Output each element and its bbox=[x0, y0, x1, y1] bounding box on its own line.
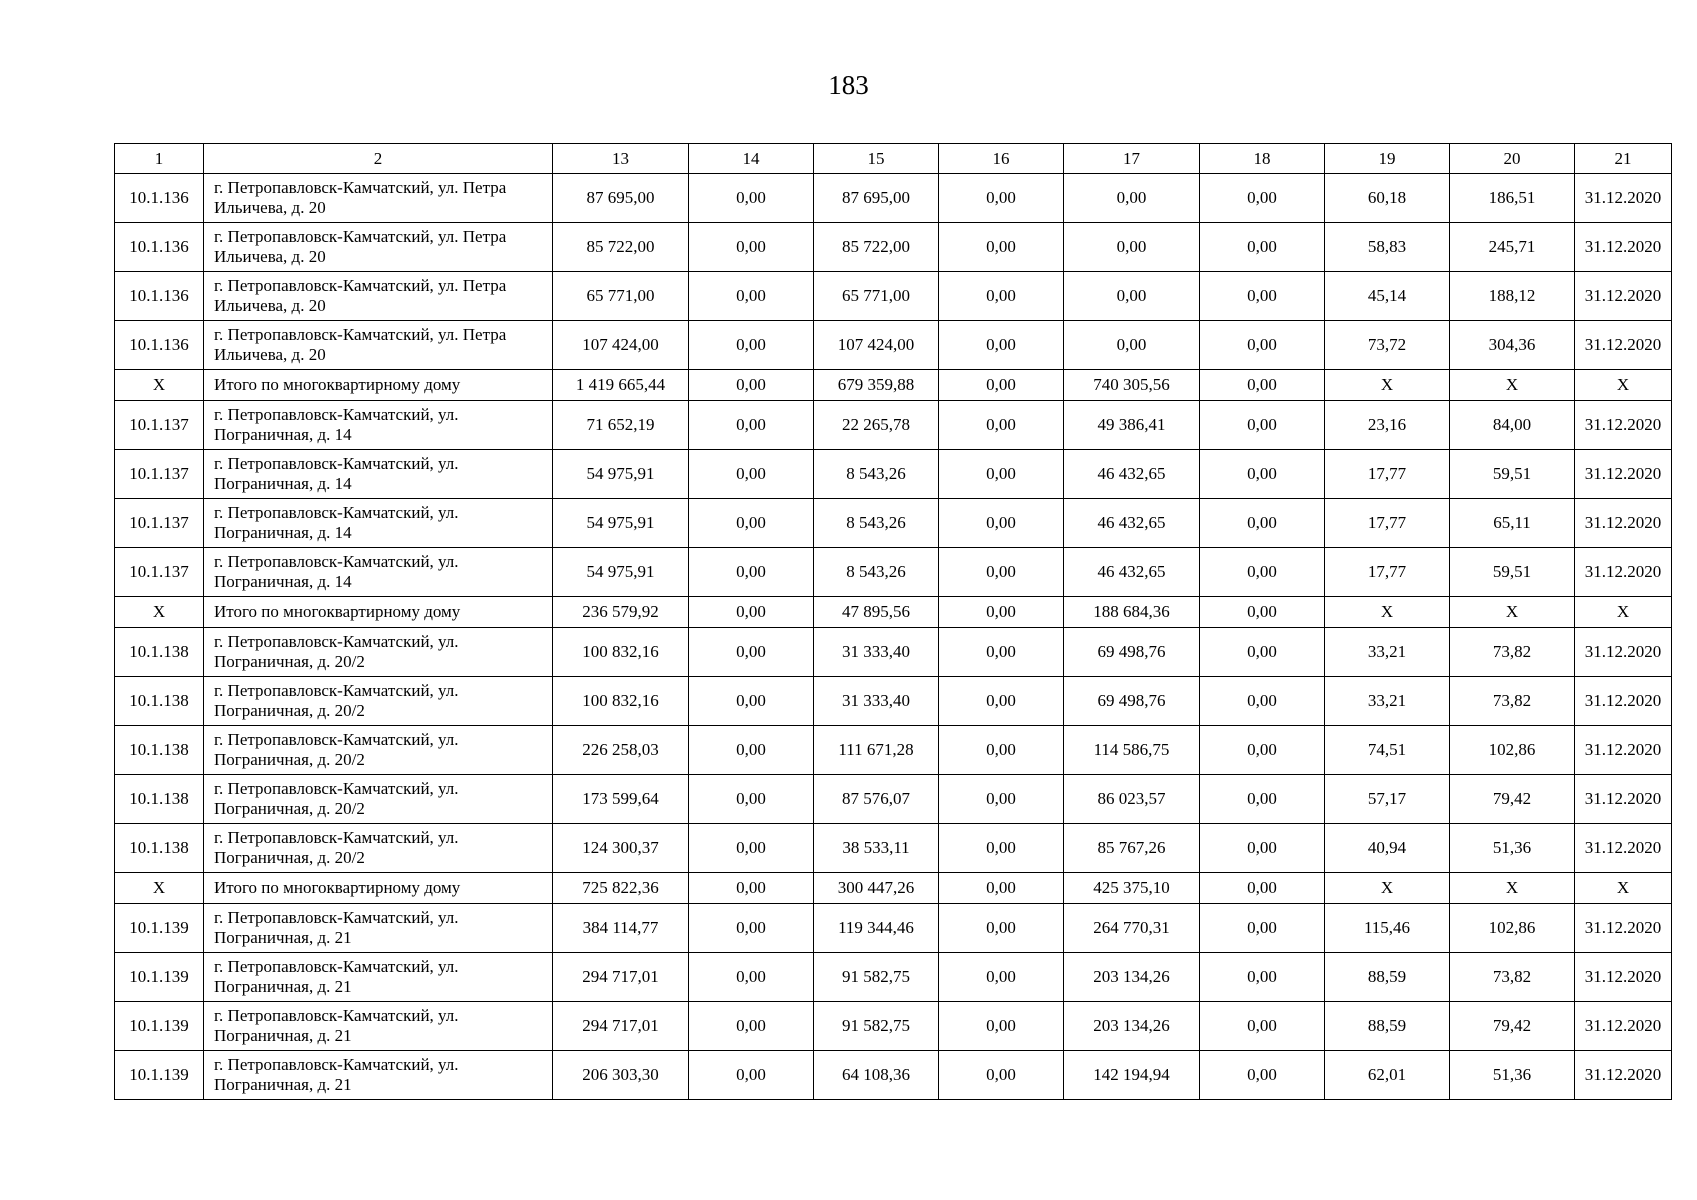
cell-col-15: 107 424,00 bbox=[814, 321, 939, 370]
cell-col-14: 0,00 bbox=[689, 272, 814, 321]
data-table bbox=[114, 143, 1672, 1100]
column-header: 21 bbox=[1575, 144, 1672, 174]
cell-address: г. Петропавловск-Камчатский, ул. Петра Ильичева, д. 20 bbox=[204, 174, 553, 223]
cell-col-14: 0,00 bbox=[689, 597, 814, 628]
cell-col-16: 0,00 bbox=[939, 873, 1064, 904]
cell-col-20: 73,82 bbox=[1450, 953, 1575, 1002]
cell-col-20: 51,36 bbox=[1450, 824, 1575, 873]
cell-col-16: 0,00 bbox=[939, 775, 1064, 824]
cell-col-13: 54 975,91 bbox=[553, 450, 689, 499]
cell-col-15: 679 359,88 bbox=[814, 370, 939, 401]
cell-col-16: 0,00 bbox=[939, 401, 1064, 450]
cell-col-15: 91 582,75 bbox=[814, 1002, 939, 1051]
cell-col-14: 0,00 bbox=[689, 824, 814, 873]
cell-col-14: 0,00 bbox=[689, 223, 814, 272]
cell-col-18: 0,00 bbox=[1200, 401, 1325, 450]
cell-col-19: Х bbox=[1325, 370, 1450, 401]
cell-col-19: 23,16 bbox=[1325, 401, 1450, 450]
cell-col-20: Х bbox=[1450, 597, 1575, 628]
cell-col-20: 245,71 bbox=[1450, 223, 1575, 272]
cell-col-17: 203 134,26 bbox=[1064, 1002, 1200, 1051]
cell-address: г. Петропавловск-Камчатский, ул. Пограничная, д. 14 bbox=[204, 450, 553, 499]
cell-row-number: 10.1.138 bbox=[115, 677, 204, 726]
cell-col-21: 31.12.2020 bbox=[1575, 548, 1672, 597]
cell-row-number: 10.1.136 bbox=[115, 272, 204, 321]
cell-col-16: 0,00 bbox=[939, 628, 1064, 677]
cell-col-16: 0,00 bbox=[939, 597, 1064, 628]
cell-row-number: Х bbox=[115, 370, 204, 401]
cell-col-15: 8 543,26 bbox=[814, 499, 939, 548]
cell-col-20: 84,00 bbox=[1450, 401, 1575, 450]
cell-col-20: 304,36 bbox=[1450, 321, 1575, 370]
cell-col-17: 0,00 bbox=[1064, 174, 1200, 223]
cell-col-14: 0,00 bbox=[689, 1002, 814, 1051]
cell-col-17: 203 134,26 bbox=[1064, 953, 1200, 1002]
cell-col-19: 17,77 bbox=[1325, 499, 1450, 548]
table-body bbox=[115, 174, 1672, 1100]
cell-col-14: 0,00 bbox=[689, 726, 814, 775]
cell-col-20: 102,86 bbox=[1450, 904, 1575, 953]
cell-col-17: 0,00 bbox=[1064, 223, 1200, 272]
cell-col-17: 49 386,41 bbox=[1064, 401, 1200, 450]
cell-col-14: 0,00 bbox=[689, 450, 814, 499]
cell-col-15: 300 447,26 bbox=[814, 873, 939, 904]
cell-col-13: 226 258,03 bbox=[553, 726, 689, 775]
cell-col-20: Х bbox=[1450, 873, 1575, 904]
cell-col-21: 31.12.2020 bbox=[1575, 321, 1672, 370]
total-row bbox=[115, 597, 1672, 628]
column-header: 1 bbox=[115, 144, 204, 174]
cell-col-16: 0,00 bbox=[939, 499, 1064, 548]
cell-col-19: 17,77 bbox=[1325, 450, 1450, 499]
cell-col-19: 62,01 bbox=[1325, 1051, 1450, 1100]
cell-col-17: 69 498,76 bbox=[1064, 628, 1200, 677]
table-row bbox=[115, 321, 1672, 370]
cell-col-19: 74,51 bbox=[1325, 726, 1450, 775]
cell-col-19: 115,46 bbox=[1325, 904, 1450, 953]
cell-col-21: 31.12.2020 bbox=[1575, 499, 1672, 548]
table-row bbox=[115, 904, 1672, 953]
cell-col-14: 0,00 bbox=[689, 401, 814, 450]
cell-col-13: 236 579,92 bbox=[553, 597, 689, 628]
cell-col-20: 65,11 bbox=[1450, 499, 1575, 548]
cell-col-21: Х bbox=[1575, 597, 1672, 628]
table-row bbox=[115, 272, 1672, 321]
cell-col-16: 0,00 bbox=[939, 1051, 1064, 1100]
cell-col-21: 31.12.2020 bbox=[1575, 824, 1672, 873]
table-row bbox=[115, 1051, 1672, 1100]
cell-col-17: 425 375,10 bbox=[1064, 873, 1200, 904]
cell-row-number: 10.1.139 bbox=[115, 1002, 204, 1051]
cell-row-number: 10.1.138 bbox=[115, 775, 204, 824]
cell-col-15: 111 671,28 bbox=[814, 726, 939, 775]
cell-row-number: 10.1.138 bbox=[115, 726, 204, 775]
cell-col-18: 0,00 bbox=[1200, 628, 1325, 677]
cell-col-15: 31 333,40 bbox=[814, 628, 939, 677]
cell-col-16: 0,00 bbox=[939, 824, 1064, 873]
table-row bbox=[115, 401, 1672, 450]
cell-col-16: 0,00 bbox=[939, 953, 1064, 1002]
cell-row-number: 10.1.136 bbox=[115, 174, 204, 223]
cell-col-17: 188 684,36 bbox=[1064, 597, 1200, 628]
cell-col-18: 0,00 bbox=[1200, 775, 1325, 824]
cell-col-21: 31.12.2020 bbox=[1575, 1051, 1672, 1100]
cell-col-18: 0,00 bbox=[1200, 953, 1325, 1002]
cell-col-21: Х bbox=[1575, 370, 1672, 401]
cell-col-19: 73,72 bbox=[1325, 321, 1450, 370]
table-row bbox=[115, 726, 1672, 775]
cell-address: г. Петропавловск-Камчатский, ул. Пограничная, д. 20/2 bbox=[204, 775, 553, 824]
cell-col-20: 79,42 bbox=[1450, 775, 1575, 824]
cell-col-19: 88,59 bbox=[1325, 1002, 1450, 1051]
cell-col-15: 31 333,40 bbox=[814, 677, 939, 726]
cell-row-number: 10.1.139 bbox=[115, 1051, 204, 1100]
cell-address: г. Петропавловск-Камчатский, ул. Петра Ильичева, д. 20 bbox=[204, 321, 553, 370]
cell-col-14: 0,00 bbox=[689, 677, 814, 726]
total-row bbox=[115, 370, 1672, 401]
cell-col-14: 0,00 bbox=[689, 775, 814, 824]
table-row bbox=[115, 775, 1672, 824]
cell-address: Итого по многоквартирному дому bbox=[204, 873, 553, 904]
cell-col-16: 0,00 bbox=[939, 726, 1064, 775]
cell-col-14: 0,00 bbox=[689, 1051, 814, 1100]
cell-address: г. Петропавловск-Камчатский, ул. Пограничная, д. 21 bbox=[204, 904, 553, 953]
cell-col-19: 60,18 bbox=[1325, 174, 1450, 223]
cell-col-16: 0,00 bbox=[939, 450, 1064, 499]
cell-col-21: 31.12.2020 bbox=[1575, 272, 1672, 321]
cell-row-number: 10.1.137 bbox=[115, 548, 204, 597]
cell-address: г. Петропавловск-Камчатский, ул. Пограничная, д. 14 bbox=[204, 401, 553, 450]
cell-col-18: 0,00 bbox=[1200, 548, 1325, 597]
cell-col-15: 38 533,11 bbox=[814, 824, 939, 873]
cell-col-18: 0,00 bbox=[1200, 677, 1325, 726]
cell-col-20: 102,86 bbox=[1450, 726, 1575, 775]
cell-col-15: 119 344,46 bbox=[814, 904, 939, 953]
cell-col-20: 186,51 bbox=[1450, 174, 1575, 223]
cell-row-number: 10.1.139 bbox=[115, 904, 204, 953]
cell-col-19: 33,21 bbox=[1325, 628, 1450, 677]
cell-row-number: 10.1.136 bbox=[115, 321, 204, 370]
cell-col-18: 0,00 bbox=[1200, 370, 1325, 401]
cell-address: г. Петропавловск-Камчатский, ул. Пограничная, д. 14 bbox=[204, 499, 553, 548]
cell-col-18: 0,00 bbox=[1200, 450, 1325, 499]
cell-col-13: 725 822,36 bbox=[553, 873, 689, 904]
cell-address: Итого по многоквартирному дому bbox=[204, 597, 553, 628]
cell-col-19: 57,17 bbox=[1325, 775, 1450, 824]
cell-col-17: 264 770,31 bbox=[1064, 904, 1200, 953]
cell-row-number: 10.1.138 bbox=[115, 824, 204, 873]
cell-address: г. Петропавловск-Камчатский, ул. Петра Ильичева, д. 20 bbox=[204, 272, 553, 321]
cell-col-21: 31.12.2020 bbox=[1575, 677, 1672, 726]
cell-col-13: 107 424,00 bbox=[553, 321, 689, 370]
column-header: 2 bbox=[204, 144, 553, 174]
cell-col-20: 73,82 bbox=[1450, 677, 1575, 726]
cell-col-16: 0,00 bbox=[939, 548, 1064, 597]
cell-row-number: 10.1.137 bbox=[115, 499, 204, 548]
cell-col-14: 0,00 bbox=[689, 174, 814, 223]
cell-col-14: 0,00 bbox=[689, 628, 814, 677]
cell-col-21: Х bbox=[1575, 873, 1672, 904]
column-header: 17 bbox=[1064, 144, 1200, 174]
cell-col-18: 0,00 bbox=[1200, 726, 1325, 775]
cell-col-14: 0,00 bbox=[689, 548, 814, 597]
cell-row-number: 10.1.137 bbox=[115, 401, 204, 450]
cell-col-21: 31.12.2020 bbox=[1575, 775, 1672, 824]
cell-col-16: 0,00 bbox=[939, 677, 1064, 726]
cell-col-16: 0,00 bbox=[939, 321, 1064, 370]
cell-col-13: 54 975,91 bbox=[553, 548, 689, 597]
cell-col-20: 59,51 bbox=[1450, 450, 1575, 499]
cell-col-17: 69 498,76 bbox=[1064, 677, 1200, 726]
cell-col-13: 100 832,16 bbox=[553, 628, 689, 677]
cell-col-18: 0,00 bbox=[1200, 1051, 1325, 1100]
cell-col-20: 79,42 bbox=[1450, 1002, 1575, 1051]
cell-col-15: 47 895,56 bbox=[814, 597, 939, 628]
cell-col-14: 0,00 bbox=[689, 499, 814, 548]
cell-row-number: Х bbox=[115, 597, 204, 628]
cell-col-14: 0,00 bbox=[689, 873, 814, 904]
cell-col-16: 0,00 bbox=[939, 223, 1064, 272]
cell-col-14: 0,00 bbox=[689, 321, 814, 370]
cell-col-16: 0,00 bbox=[939, 174, 1064, 223]
cell-col-16: 0,00 bbox=[939, 272, 1064, 321]
cell-col-17: 0,00 bbox=[1064, 321, 1200, 370]
cell-address: г. Петропавловск-Камчатский, ул. Пограничная, д. 20/2 bbox=[204, 677, 553, 726]
cell-col-17: 740 305,56 bbox=[1064, 370, 1200, 401]
cell-col-21: 31.12.2020 bbox=[1575, 726, 1672, 775]
cell-row-number: 10.1.137 bbox=[115, 450, 204, 499]
cell-col-17: 46 432,65 bbox=[1064, 450, 1200, 499]
cell-address: г. Петропавловск-Камчатский, ул. Пограничная, д. 20/2 bbox=[204, 824, 553, 873]
table-row bbox=[115, 677, 1672, 726]
cell-col-13: 294 717,01 bbox=[553, 953, 689, 1002]
cell-col-13: 87 695,00 bbox=[553, 174, 689, 223]
cell-col-15: 8 543,26 bbox=[814, 450, 939, 499]
cell-address: Итого по многоквартирному дому bbox=[204, 370, 553, 401]
cell-col-15: 87 695,00 bbox=[814, 174, 939, 223]
total-row bbox=[115, 873, 1672, 904]
column-header: 20 bbox=[1450, 144, 1575, 174]
column-header: 16 bbox=[939, 144, 1064, 174]
cell-address: г. Петропавловск-Камчатский, ул. Пограничная, д. 21 bbox=[204, 1051, 553, 1100]
cell-col-13: 54 975,91 bbox=[553, 499, 689, 548]
cell-col-17: 114 586,75 bbox=[1064, 726, 1200, 775]
cell-col-13: 124 300,37 bbox=[553, 824, 689, 873]
cell-col-18: 0,00 bbox=[1200, 904, 1325, 953]
cell-col-13: 85 722,00 bbox=[553, 223, 689, 272]
cell-row-number: 10.1.138 bbox=[115, 628, 204, 677]
cell-col-20: 73,82 bbox=[1450, 628, 1575, 677]
column-header: 15 bbox=[814, 144, 939, 174]
header-row bbox=[115, 144, 1672, 174]
cell-col-20: Х bbox=[1450, 370, 1575, 401]
cell-col-19: 33,21 bbox=[1325, 677, 1450, 726]
cell-col-18: 0,00 bbox=[1200, 873, 1325, 904]
column-header: 18 bbox=[1200, 144, 1325, 174]
table-row bbox=[115, 953, 1672, 1002]
cell-col-18: 0,00 bbox=[1200, 499, 1325, 548]
cell-row-number: 10.1.136 bbox=[115, 223, 204, 272]
page-number: 183 bbox=[828, 70, 869, 100]
cell-col-18: 0,00 bbox=[1200, 272, 1325, 321]
cell-col-21: 31.12.2020 bbox=[1575, 953, 1672, 1002]
cell-col-19: 45,14 bbox=[1325, 272, 1450, 321]
cell-col-15: 91 582,75 bbox=[814, 953, 939, 1002]
cell-col-13: 384 114,77 bbox=[553, 904, 689, 953]
cell-col-17: 85 767,26 bbox=[1064, 824, 1200, 873]
cell-col-13: 71 652,19 bbox=[553, 401, 689, 450]
cell-address: г. Петропавловск-Камчатский, ул. Пограничная, д. 20/2 bbox=[204, 628, 553, 677]
cell-col-19: Х bbox=[1325, 873, 1450, 904]
cell-col-21: 31.12.2020 bbox=[1575, 904, 1672, 953]
cell-col-16: 0,00 bbox=[939, 904, 1064, 953]
cell-col-17: 46 432,65 bbox=[1064, 548, 1200, 597]
cell-address: г. Петропавловск-Камчатский, ул. Пограничная, д. 14 bbox=[204, 548, 553, 597]
cell-address: г. Петропавловск-Камчатский, ул. Пограничная, д. 20/2 bbox=[204, 726, 553, 775]
cell-col-15: 64 108,36 bbox=[814, 1051, 939, 1100]
cell-col-20: 188,12 bbox=[1450, 272, 1575, 321]
cell-col-16: 0,00 bbox=[939, 1002, 1064, 1051]
column-header: 19 bbox=[1325, 144, 1450, 174]
cell-col-18: 0,00 bbox=[1200, 321, 1325, 370]
cell-col-18: 0,00 bbox=[1200, 597, 1325, 628]
cell-col-15: 87 576,07 bbox=[814, 775, 939, 824]
cell-address: г. Петропавловск-Камчатский, ул. Пограничная, д. 21 bbox=[204, 1002, 553, 1051]
cell-col-17: 46 432,65 bbox=[1064, 499, 1200, 548]
cell-col-15: 22 265,78 bbox=[814, 401, 939, 450]
table-row bbox=[115, 174, 1672, 223]
cell-col-13: 294 717,01 bbox=[553, 1002, 689, 1051]
cell-col-21: 31.12.2020 bbox=[1575, 450, 1672, 499]
cell-col-13: 1 419 665,44 bbox=[553, 370, 689, 401]
cell-col-21: 31.12.2020 bbox=[1575, 223, 1672, 272]
cell-col-21: 31.12.2020 bbox=[1575, 1002, 1672, 1051]
table-row bbox=[115, 499, 1672, 548]
cell-col-17: 0,00 bbox=[1064, 272, 1200, 321]
column-header: 14 bbox=[689, 144, 814, 174]
cell-col-18: 0,00 bbox=[1200, 824, 1325, 873]
cell-col-13: 173 599,64 bbox=[553, 775, 689, 824]
table-row bbox=[115, 450, 1672, 499]
cell-col-21: 31.12.2020 bbox=[1575, 174, 1672, 223]
cell-col-17: 86 023,57 bbox=[1064, 775, 1200, 824]
cell-col-15: 85 722,00 bbox=[814, 223, 939, 272]
table-row bbox=[115, 1002, 1672, 1051]
cell-col-19: 88,59 bbox=[1325, 953, 1450, 1002]
cell-col-15: 65 771,00 bbox=[814, 272, 939, 321]
cell-col-20: 59,51 bbox=[1450, 548, 1575, 597]
table-row bbox=[115, 824, 1672, 873]
cell-col-21: 31.12.2020 bbox=[1575, 628, 1672, 677]
cell-col-21: 31.12.2020 bbox=[1575, 401, 1672, 450]
table-row bbox=[115, 223, 1672, 272]
cell-col-16: 0,00 bbox=[939, 370, 1064, 401]
cell-col-15: 8 543,26 bbox=[814, 548, 939, 597]
cell-address: г. Петропавловск-Камчатский, ул. Пограничная, д. 21 bbox=[204, 953, 553, 1002]
cell-col-14: 0,00 bbox=[689, 904, 814, 953]
cell-col-20: 51,36 bbox=[1450, 1051, 1575, 1100]
cell-col-19: 17,77 bbox=[1325, 548, 1450, 597]
cell-row-number: Х bbox=[115, 873, 204, 904]
cell-col-13: 100 832,16 bbox=[553, 677, 689, 726]
column-header: 13 bbox=[553, 144, 689, 174]
cell-col-14: 0,00 bbox=[689, 953, 814, 1002]
cell-col-19: Х bbox=[1325, 597, 1450, 628]
cell-col-19: 40,94 bbox=[1325, 824, 1450, 873]
cell-address: г. Петропавловск-Камчатский, ул. Петра Ильичева, д. 20 bbox=[204, 223, 553, 272]
cell-col-13: 65 771,00 bbox=[553, 272, 689, 321]
cell-col-14: 0,00 bbox=[689, 370, 814, 401]
cell-row-number: 10.1.139 bbox=[115, 953, 204, 1002]
cell-col-17: 142 194,94 bbox=[1064, 1051, 1200, 1100]
table-row bbox=[115, 548, 1672, 597]
cell-col-18: 0,00 bbox=[1200, 223, 1325, 272]
cell-col-18: 0,00 bbox=[1200, 1002, 1325, 1051]
cell-col-19: 58,83 bbox=[1325, 223, 1450, 272]
table-row bbox=[115, 628, 1672, 677]
cell-col-18: 0,00 bbox=[1200, 174, 1325, 223]
cell-col-13: 206 303,30 bbox=[553, 1051, 689, 1100]
